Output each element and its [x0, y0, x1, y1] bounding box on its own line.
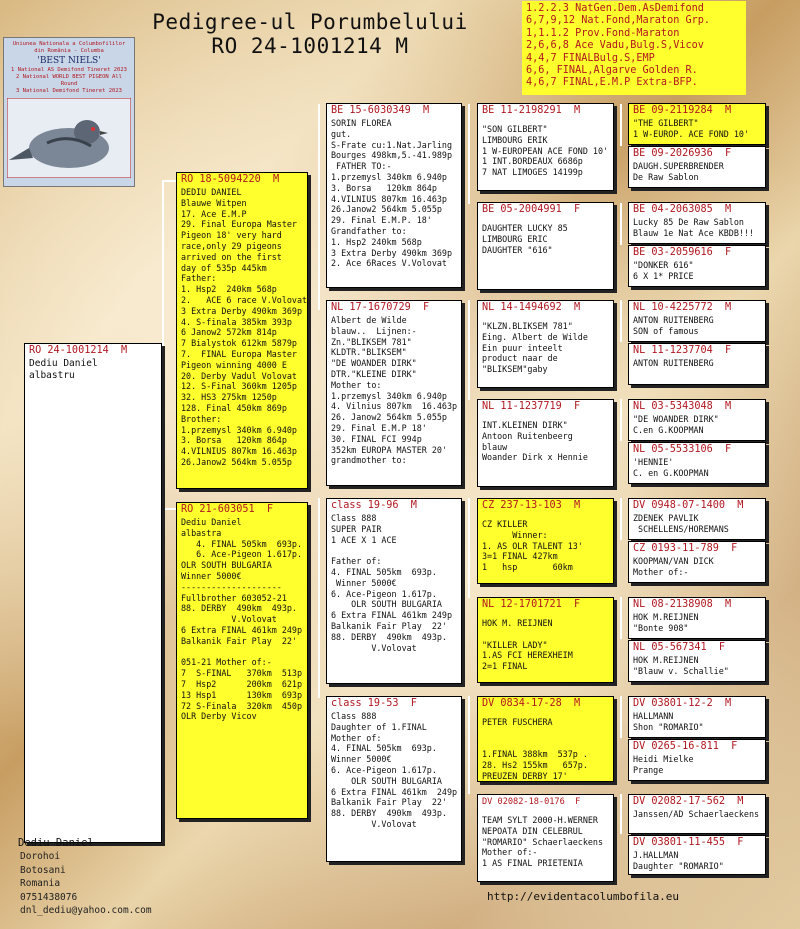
pigeon-card-subject[interactable]: [24, 343, 162, 843]
ring-number: NL 05-567341 F: [633, 642, 726, 653]
pigeon-card-dsd[interactable]: [477, 597, 614, 683]
ring-number: class 19-53 F: [331, 698, 417, 709]
ring-number: BE 09-2026936 F: [633, 148, 732, 159]
ring-number: BE 04-2063085 M: [633, 204, 732, 215]
card-text: Lucky 85 De Raw Sablon Blauw 1e Nat Ace KBDB!!!: [633, 217, 755, 238]
card-text: Janssen/AD Schaerlaeckens: [633, 809, 760, 819]
pigeon-card-g1[interactable]: [628, 103, 766, 145]
pigeon-card-ddd[interactable]: [477, 794, 614, 882]
ring-number: DV 0948-07-1400 M: [633, 500, 744, 511]
card-text: HOK M. REIJNEN "KILLER LADY" 1.AS FCI HEREXHEIM 2=1 FINAL: [482, 618, 573, 672]
pigeon-card-g5[interactable]: [628, 300, 766, 342]
ring-number: DV 03801-11-455 F: [633, 837, 744, 848]
card-text: ANTON RUITENBERG SON of famous: [633, 315, 714, 336]
pigeon-card-g11[interactable]: [628, 597, 766, 639]
ring-number: NL 17-1670729 F: [331, 302, 430, 313]
title-line-1: Pedigree-ul Porumbelului: [152, 10, 468, 34]
ring-number: CZ 237-13-103 M: [482, 500, 581, 511]
card-text: Dediu Daniel albastru: [29, 358, 98, 381]
ring-number: class 19-96 M: [331, 500, 417, 511]
pigeon-card-g15[interactable]: [628, 794, 766, 834]
card-text: ZDENEK PAVLIK SCHELLENS/HOREMANS: [633, 513, 729, 534]
card-text: HALLMANN Shon "ROMARIO": [633, 711, 704, 732]
ring-number: NL 12-1701721 F: [482, 599, 581, 610]
ring-number: NL 11-1237704 F: [633, 345, 732, 356]
card-text: INT.KLEINEN DIRK" Antoon Ruitenbeerg blauw Woander Dirk x Hennie: [482, 420, 588, 463]
ring-number: BE 15-6030349 M: [331, 105, 430, 116]
card-text: HOK M.REIJNEN "Bonte 908": [633, 612, 699, 633]
pigeon-card-sdd[interactable]: [477, 399, 614, 487]
pigeon-card-sire-sire[interactable]: [326, 103, 462, 288]
pigeon-card-g10[interactable]: [628, 541, 766, 583]
card-text: "THE GILBERT" 1 W-EUROP. ACE FOND 10': [633, 118, 749, 139]
pigeon-card-ssd[interactable]: [477, 202, 614, 290]
badge-line-2: 2 National WORLD BEST PIGEON All Round: [16, 74, 122, 87]
card-text: Albert de Wilde blauw.. Lijnen:- Zn."BLIKSEM 781" KLDTR."BLIKSEM" "DE WOANDER DIRK" DTR."KLEINE DIRK" Mother to: 1.przemysl 340km 6.940p 4. Vilnius 807km 16.463p 26. Janow2 564km 5.055p 29. Final E.M.P 18' 30. FINAL FCI 994p 352km EUROPA MASTER 20' grandmother to:: [331, 315, 458, 466]
pigeon-card-g4[interactable]: [628, 245, 766, 287]
pigeon-card-dam[interactable]: [176, 502, 308, 819]
card-text: SORIN FLOREA gut. S-Frate cu:1.Nat.Jarling Bourges 498km,5.-41.989p FATHER TO:- 1.przemysl 340km 6.940p 3. Borsa 120km 864p 4.VILNIUS 807km 16.463p 26.Janow2 564km 5.055p 29. Final E.M.P. 18' Grandfather to: 1. Hsp2 240km 568p 3 Extra Derby 490km 369p 2. Ace 6Races V.Volovat: [331, 118, 453, 269]
pigeon-card-sss[interactable]: [477, 103, 614, 191]
card-text: "KLZN.BLIKSEM 781" Eing. Albert de Wilde Ein puur inteelt product naar de "BLIKSEM"gaby: [482, 321, 588, 375]
badge-org: Uniunea Nationala a Columbofililor din România - Columba: [12, 41, 126, 54]
card-text: Class 888 Daughter of 1.FINAL Mother of: 4. FINAL 505km 693p. Winner 5000€ 6. Ace-Pigeon 1.617p. OLR SOUTH BULGARIA 6 Extra FINAL 461km 249p Balkanik Fair Play 22' 88. DERBY 490km 493p. V.Volovat: [331, 711, 458, 829]
pigeon-card-g14[interactable]: [628, 739, 766, 781]
title-line-2: RO 24-1001214 M: [211, 34, 409, 58]
card-text: TEAM SYLT 2000-H.WERNER NEPOATA DIN CELEBRUL "ROMARIO" Schaerlaeckens Mother of:- 1 AS FINAL PRIETENIA: [482, 815, 604, 869]
ring-number: BE 09-2119284 M: [633, 105, 732, 116]
card-text: PETER FUSCHERA 1.FINAL 388km 537p . 28. Hs2 155km 657p. PREUZEN DERBY 17': [482, 717, 588, 781]
page-title: [100, 10, 520, 58]
results-box: 1.2.2.3 NatGen.Dem.AsDemifond 6,7,9,12 Nat.Fond,Maraton Grp. 1,1.1.2 Prov.Fond-Maraton 2,6,6,8 Ace Vadu,Bulg.S,Vicov 4,4,7 FINALBulg.S,EMP 6,6, FINAL,Algarve Golden R. 4,6,7 FINAL,E.M.P Extra-BFP.: [522, 1, 746, 95]
pigeon-card-sds[interactable]: [477, 300, 614, 388]
card-text: "DONKER 616" 6 X 1* PRICE: [633, 260, 694, 281]
pigeon-card-g12[interactable]: [628, 640, 766, 682]
pigeon-card-g6[interactable]: [628, 343, 766, 385]
owner-name: Dediu Daniel: [18, 837, 94, 849]
ring-number: BE 11-2198291 M: [482, 105, 581, 116]
pigeon-card-g7[interactable]: [628, 399, 766, 441]
ring-number: BE 05-2004991 F: [482, 204, 581, 215]
ring-number: NL 03-5343048 M: [633, 401, 732, 412]
card-text: ANTON RUITENBERG: [633, 358, 714, 368]
card-text: DAUGH.SUPERBRENDER De Raw Sablon: [633, 161, 724, 182]
pigeon-card-g2[interactable]: [628, 146, 766, 188]
card-text: DAUGHTER LUCKY 85 LIMBOURG ERIC DAUGHTER "616": [482, 223, 568, 255]
ring-number: DV 02082-17-562 M: [633, 796, 744, 807]
ring-number: NL 05-5533106 F: [633, 444, 732, 455]
pigeon-card-sire-dam[interactable]: [326, 300, 462, 486]
pigeon-card-g3[interactable]: [628, 202, 766, 244]
card-text: Heidi Mielke Prange: [633, 754, 694, 775]
ring-number: NL 14-1494692 M: [482, 302, 581, 313]
ring-number: NL 11-1237719 F: [482, 401, 581, 412]
card-text: KOOPMAN/VAN DICK Mother of:-: [633, 556, 714, 577]
pigeon-card-dds[interactable]: [477, 696, 614, 782]
website-link[interactable]: http://evidentacolumbofila.eu: [487, 890, 680, 903]
card-text: "SON GILBERT" LIMBOURG ERIK 1 W-EUROPEAN ACE FOND 10' 1 INT.BORDEAUX 6686p 7 NAT LIMOGES 14199p: [482, 124, 609, 178]
pigeon-card-g13[interactable]: [628, 696, 766, 738]
ring-number: NL 08-2138908 M: [633, 599, 732, 610]
ring-number: CZ 0193-11-789 F: [633, 543, 738, 554]
pigeon-card-sire[interactable]: [176, 172, 308, 489]
ring-number: RO 18-5094220 M: [181, 174, 280, 185]
ring-number: RO 24-1001214 M: [29, 345, 128, 356]
card-text: Dediu Daniel albastra 4. FINAL 505km 693p. 6. Ace-Pigeon 1.617p. OLR SOUTH BULGARIA Winner 5000€ -------------------- Fullbrother 603052-21 88. DERBY 490km 493p. V.Volovat 6 Extra FINAL 461km 249p Balkanik Fair Play 22' 051-21 Mother of:- 7 S-FINAL 370km 513p 7 Hsp2 200km 621p 13 Hsp1 130km 693p 72 S-Finala 320km 450p OLR Derby Vicov: [181, 517, 303, 722]
pigeon-card-g8[interactable]: [628, 442, 766, 484]
card-text: CZ KILLER Winner: 1. AS OLR TALENT 13' 3=1 FINAL 427km 1 hsp 60km: [482, 519, 583, 573]
card-text: J.HALLMAN Daughter "ROMARIO": [633, 850, 724, 871]
ring-number: DV 0265-16-811 F: [633, 741, 738, 752]
ring-number: DV 02082-18-0176 F: [482, 797, 581, 807]
ring-number: DV 0834-17-28 M: [482, 698, 581, 709]
owner-details: Dorohoi Botosani Romania 0751438076 dnl_dediu@yahoo.com.com: [20, 851, 152, 916]
badge-line-1: 1 National AS Demifond Tineret 2023: [11, 67, 127, 73]
pigeon-card-dam-dam[interactable]: [326, 696, 462, 862]
card-text: HOK M.REIJNEN "Blauw v. Schallie": [633, 655, 729, 676]
ring-number: BE 03-2059616 F: [633, 247, 732, 258]
pigeon-card-dam-sire[interactable]: [326, 498, 462, 684]
badge-award: 'BEST NIELS': [37, 56, 101, 66]
pigeon-card-dss[interactable]: [477, 498, 614, 584]
card-text: 'HENNIE' C. en G.KOOPMAN: [633, 457, 709, 478]
award-badge: [3, 37, 135, 187]
badge-line-3: 3 National Demifond Tineret 2023: [16, 88, 122, 94]
owner-info: [18, 836, 218, 918]
ring-number: NL 10-4225772 M: [633, 302, 732, 313]
pigeon-photo: [7, 98, 131, 178]
card-text: "DE WOANDER DIRK" C.en G.KOOPMAN: [633, 414, 719, 435]
pigeon-card-g9[interactable]: [628, 498, 766, 540]
card-text: DEDIU DANIEL Blauwe Witpen 17. Ace E.M.P 29. Final Europa Master Pigeon 18' very hard race,only 29 pigeons arrived on the first day of 535p 445km Father: 1. Hsp2 240km 568p 2. ACE 6 race V.Volovat 3 Extra Derby 490km 369p 4. S-finala 385km 393p 6 Janow2 572km 814p 7 Bialystok 612km 5879p 7. FINAL Europa Master Pigeon winning 4000 E 20. Derby Vadul Volovat 12. S-Final 360km 1205p 32. HS3 275km 1250p 128. Final 450km 869p Brother: 1.przemysl 340km 6.940p 3. Borsa 120km 864p 4.VILNIUS 807km 16.463p 26.Janow2 564km 5.055p: [181, 187, 308, 467]
ring-number: DV 03801-12-2 M: [633, 698, 732, 709]
card-text: Class 888 SUPER PAIR 1 ACE X 1 ACE Father of: 4. FINAL 505km 693p. Winner 5000€ 6. Ace-Pigeon 1.617p. OLR SOUTH BULGARIA 6 Extra FINAL 461km 249p Balkanik Fair Play 22' 88. DERBY 490km 493p. V.Volovat: [331, 513, 453, 653]
pigeon-card-g16[interactable]: [628, 835, 766, 875]
ring-number: RO 21-603051 F: [181, 504, 274, 515]
